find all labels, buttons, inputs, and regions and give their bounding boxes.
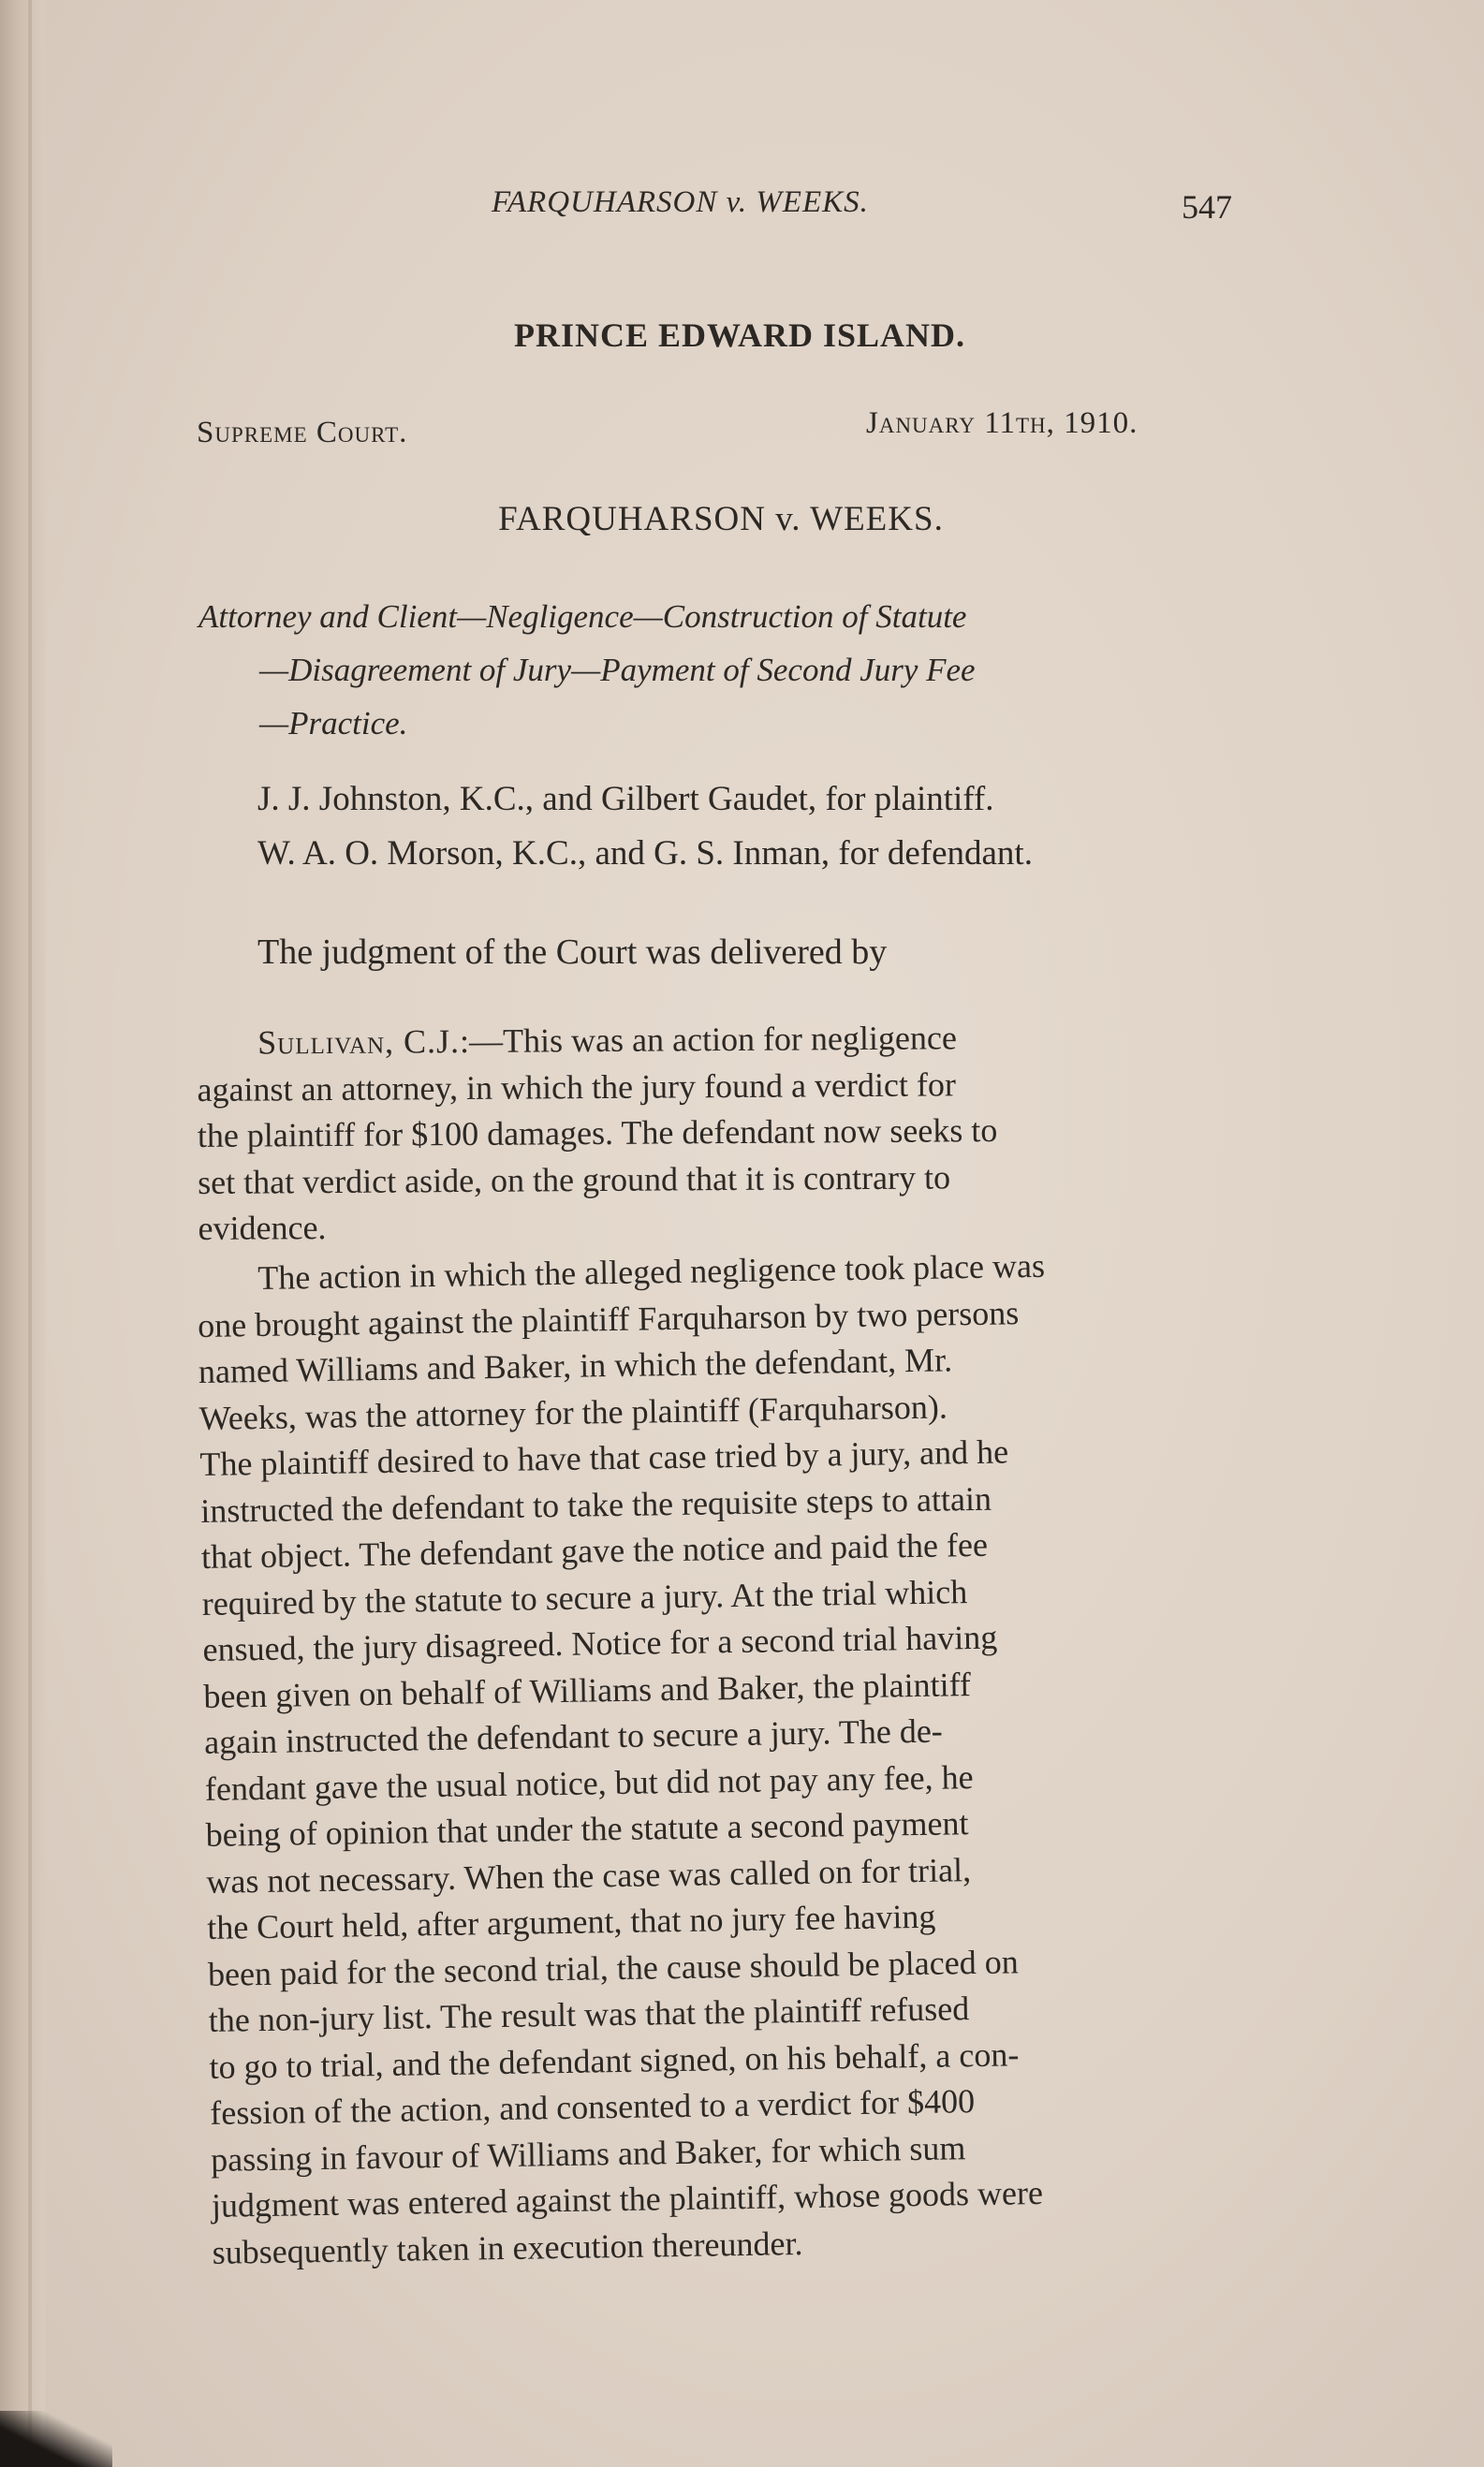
paragraph-line — [197, 1013, 1255, 1066]
paragraph-line: been given on behalf of Williams and Baker, the plaintiff — [203, 1665, 972, 1715]
headnote — [198, 590, 1256, 750]
paragraph-line: the plaintiff for $100 damages. The defendant now seeks to — [197, 1111, 998, 1154]
judgment-paragraph-1 — [197, 1013, 1256, 1252]
paragraph-line: named Williams and Baker, in which the defendant, Mr. — [198, 1341, 953, 1390]
running-header-title: FARQUHARSON v. WEEKS. — [492, 185, 869, 219]
counsel-plaintiff: J. J. Johnston, K.C., and Gilbert Gaudet, for plaintiff. — [257, 780, 994, 818]
court-name: Supreme Court. — [197, 416, 408, 449]
paragraph-line: instructed the defendant to take the requisite steps to attain — [199, 1479, 992, 1530]
case-title: FARQUHARSON v. WEEKS. — [498, 500, 944, 538]
section-heading: PRINCE EDWARD ISLAND. — [513, 316, 966, 354]
paragraph-line: to go to trial, and the defendant signed, on his behalf, a con- — [209, 2034, 1020, 2086]
paragraph-line: one brought against the plaintiff Farquharson by two persons — [197, 1293, 1020, 1344]
judge-name: Sullivan, C.J. — [257, 1022, 461, 1062]
paragraph-line: again instructed the defendant to secure a jury. The de- — [203, 1711, 944, 1761]
paragraph-line: set that verdict aside, on the ground that it is contrary to — [198, 1157, 951, 1201]
counsel-defendant: W. A. O. Morson, K.C., and G. S. Inman, for defendant. — [257, 834, 1033, 873]
corner-shadow — [0, 2411, 112, 2467]
paragraph-line: The action in which the alleged negligence took place was — [257, 1246, 1046, 1297]
paragraph-line: The plaintiff desired to have that case tried by a jury, and he — [199, 1432, 1009, 1483]
judgment-paragraph-2 — [197, 1240, 1271, 2276]
paragraph-line: Weeks, was the attorney for the plaintiff (Farquharson). — [198, 1387, 948, 1437]
paragraph-line: was not necessary. When the case was called on for trial, — [206, 1850, 972, 1901]
binding-edge — [28, 0, 32, 2467]
paragraph-line: against an attorney, in which the jury found a verdict for — [197, 1065, 957, 1109]
paragraph-line-text: :—This was an action for negligence — [459, 1019, 958, 1061]
paragraph-line: evidence. — [198, 1209, 327, 1247]
paragraph-line: the Court held, after argument, that no jury fee having — [206, 1897, 936, 1946]
page-gutter — [0, 0, 45, 2467]
paragraph-line: the non-jury list. The result was that the plaintiff refused — [208, 1990, 970, 2039]
headnote-line: —Disagreement of Jury—Payment of Second Jury Fee — [259, 652, 976, 688]
paragraph-line: required by the statute to secure a jury. At the trial which — [201, 1572, 968, 1623]
paragraph-line: passing in favour of Williams and Baker, for which sum — [210, 2128, 966, 2179]
paragraph-line: subsequently taken in execution thereunder. — [212, 2224, 803, 2271]
headnote-line: Attorney and Client—Negligence—Construction of Statute — [198, 598, 967, 635]
paragraph-line: been paid for the second trial, the cause should be placed on — [207, 1942, 1019, 1993]
court-date: January 11th, 1910. — [866, 406, 1139, 440]
headnote-line: —Practice. — [259, 705, 408, 742]
paragraph-line: ensued, the jury disagreed. Notice for a second trial having — [202, 1618, 998, 1668]
paragraph-line: being of opinion that under the statute a second payment — [205, 1804, 969, 1854]
page-number: 547 — [1182, 188, 1232, 226]
paragraph-line: fendant gave the usual notice, but did not pay any fee, he — [204, 1757, 974, 1808]
paragraph-line: fession of the action, and consented to a verdict for $400 — [210, 2082, 976, 2132]
delivered-by: The judgment of the Court was delivered by — [257, 932, 888, 972]
paragraph-line: judgment was entered against the plaintiff, whose goods were — [211, 2173, 1044, 2225]
paragraph-line: that object. The defendant gave the notice and paid the fee — [200, 1525, 989, 1576]
